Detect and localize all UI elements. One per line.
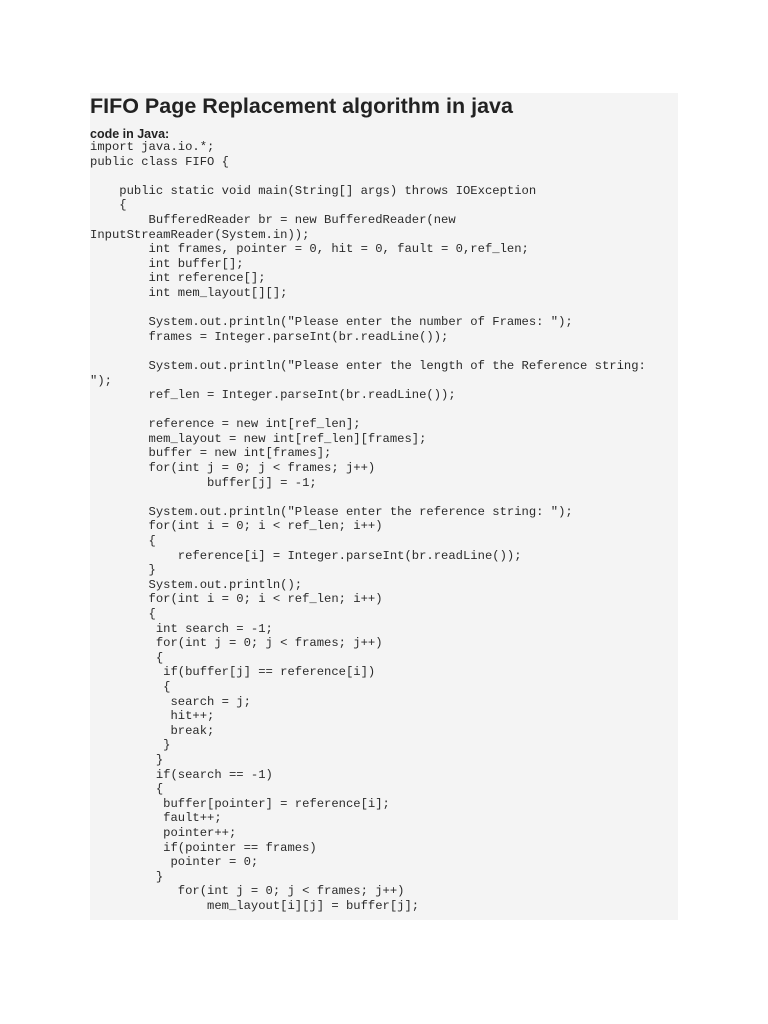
code-line: { [90, 607, 156, 621]
code-line: { [90, 679, 171, 694]
code-line: InputStreamReader(System.in)); [90, 227, 310, 242]
code-line: buffer = new int[frames]; [90, 446, 332, 461]
code-line: for(int i = 0; i < ref_len; i++) [90, 519, 383, 534]
code-line: int search = -1; [90, 621, 273, 636]
code-line: reference = new int[ref_len]; [90, 417, 361, 432]
code-line: System.out.println("Please enter the number of Frames: "); [90, 315, 573, 330]
code-line: int frames, pointer = 0, hit = 0, fault = 0,ref_len; [90, 242, 529, 257]
code-line: import java.io.*; [90, 140, 215, 154]
code-line: System.out.println(); [90, 577, 303, 592]
code-line: } [90, 869, 164, 884]
code-line: System.out.println("Please enter the length of the Reference string: [90, 358, 646, 373]
code-line: { [90, 534, 156, 549]
code-line [90, 301, 680, 316]
code-line: "); [90, 373, 112, 388]
code-line: if(buffer[j] == reference[i]) [90, 665, 376, 680]
code-line: } [90, 738, 171, 753]
code-line: for(int i = 0; i < ref_len; i++) [90, 592, 383, 607]
code-line: System.out.println("Please enter the reference string: "); [90, 504, 573, 519]
code-line: fault++; [90, 811, 222, 826]
code-line: pointer++; [90, 825, 237, 840]
code-line: frames = Integer.parseInt(br.readLine()); [90, 329, 449, 344]
code-line: BufferedReader br = new BufferedReader(new [90, 212, 456, 227]
code-label: code in Java: [90, 127, 170, 141]
code-line: mem_layout[i][j] = buffer[j]; [90, 898, 420, 913]
code-line [90, 490, 680, 505]
code-line: mem_layout = new int[ref_len][frames]; [90, 431, 427, 446]
code-line: pointer = 0; [90, 855, 259, 870]
code-line: if(search == -1) [90, 767, 273, 782]
code-line: int buffer[]; [90, 256, 244, 271]
code-line: ref_len = Integer.parseInt(br.readLine()); [90, 388, 456, 403]
code-line: { [90, 782, 164, 797]
code-line: reference[i] = Integer.parseInt(br.readLine()); [90, 548, 522, 563]
code-line: { [90, 198, 127, 213]
code-line [90, 344, 680, 359]
page-title: FIFO Page Replacement algorithm in java [90, 94, 513, 118]
code-line: } [90, 563, 156, 578]
code-line: buffer[j] = -1; [90, 475, 317, 490]
code-line: int mem_layout[][]; [90, 285, 288, 300]
code-line [90, 169, 680, 184]
code-line: break; [90, 723, 215, 738]
code-line: int reference[]; [90, 271, 266, 286]
code-line: for(int j = 0; j < frames; j++) [90, 636, 383, 651]
code-block [90, 140, 680, 920]
code-line: for(int j = 0; j < frames; j++) [90, 461, 376, 476]
code-line: } [90, 752, 164, 767]
code-line: if(pointer == frames) [90, 840, 317, 855]
code-line: for(int j = 0; j < frames; j++) [90, 884, 405, 899]
code-line: search = j; [90, 694, 251, 709]
code-line: buffer[pointer] = reference[i]; [90, 796, 390, 811]
code-line: public class FIFO { [90, 154, 229, 169]
code-line: public static void main(String[] args) throws IOException [90, 183, 537, 198]
code-line: hit++; [90, 709, 215, 724]
code-line [90, 403, 680, 418]
code-line: { [90, 650, 164, 665]
